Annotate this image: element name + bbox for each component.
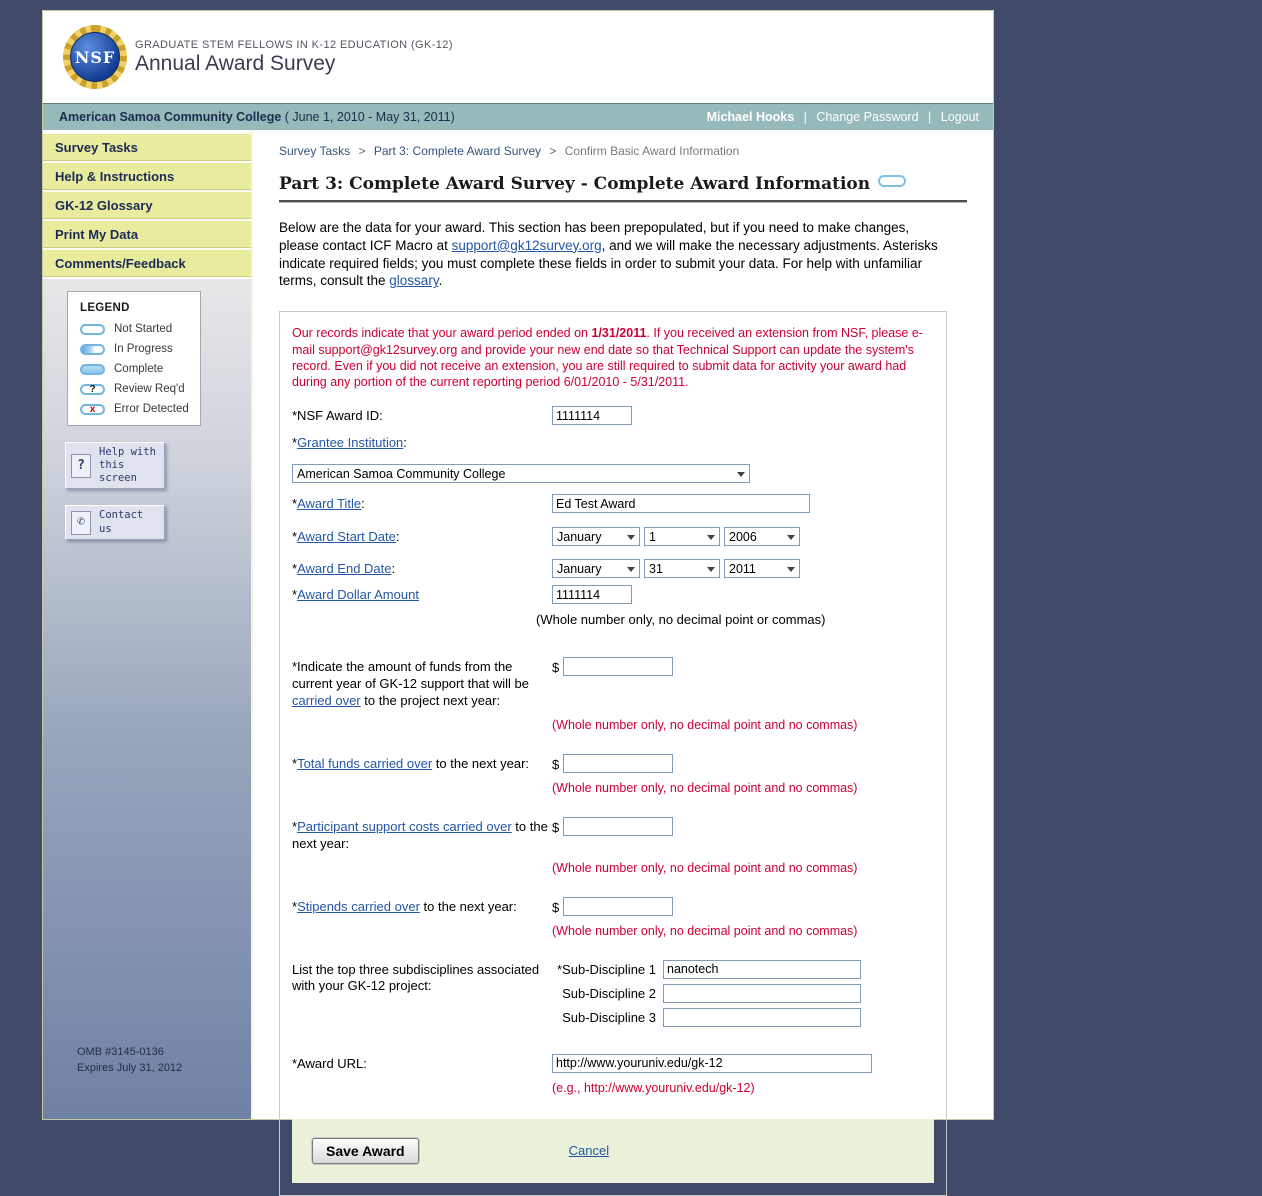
subdiscipline-3-label: Sub-Discipline 3 <box>562 1009 656 1025</box>
total-funds-carried-over-link[interactable]: Total funds carried over <box>297 755 433 771</box>
legend-item-not-started: Not Started <box>80 323 194 335</box>
carryover-current-hint: (Whole number only, no decimal point and no commas) <box>552 717 858 732</box>
award-end-date-highlight: 1/31/2011 <box>591 326 647 341</box>
grantee-institution-label: *Grantee Institution: <box>292 435 407 451</box>
participant-costs-input[interactable] <box>563 817 673 836</box>
subdiscipline-2-label: Sub-Discipline 2 <box>562 985 656 1001</box>
legend-item-error-detected: x Error Detected <box>80 403 194 415</box>
app-header <box>43 11 993 103</box>
subdisciplines-label: List the top three subdisciplines associated with your GK-12 project: <box>292 961 540 994</box>
breadcrumb-current: Confirm Basic Award Information <box>564 144 740 158</box>
currency-symbol: $ <box>552 899 560 915</box>
separator: | <box>803 110 807 124</box>
dropdown-arrow-icon <box>787 535 795 544</box>
help-button-label: Help with this screen <box>99 446 156 485</box>
dropdown-arrow-icon <box>627 567 635 576</box>
total-funds-input[interactable] <box>563 754 673 773</box>
start-month-select[interactable]: January <box>552 527 640 546</box>
reporting-period: ( June 1, 2010 - May 31, 2011) <box>284 110 455 124</box>
participant-costs-link[interactable]: Participant support costs carried over <box>297 818 512 834</box>
sidebar-item-print-my-data[interactable]: Print My Data <box>43 219 251 248</box>
award-url-hint: (e.g., http://www.youruniv.edu/gk-12) <box>552 1080 755 1095</box>
award-title-link[interactable]: Award Title <box>297 496 362 512</box>
breadcrumb <box>279 144 967 158</box>
sidebar-menu <box>43 130 251 277</box>
breadcrumb-separator: > <box>549 144 557 158</box>
subdiscipline-row <box>552 984 934 1003</box>
currency-symbol: $ <box>552 756 560 772</box>
currency-symbol: $ <box>552 819 560 835</box>
status-pill-complete-icon <box>80 364 105 375</box>
title-divider <box>279 200 967 203</box>
carryover-current-input[interactable] <box>563 657 673 676</box>
participant-costs-label: *Participant support costs carried over to the next year: <box>292 818 548 851</box>
dollar-amount-hint: (Whole number only, no decimal point or commas) <box>536 612 826 628</box>
award-url-label: *Award URL: <box>292 1055 367 1071</box>
omb-expiry: Expires July 31, 2012 <box>77 1062 183 1075</box>
currency-symbol: $ <box>552 660 560 676</box>
legend-item-review-reqd: ? Review Req'd <box>80 383 194 395</box>
page-title: Part 3: Complete Award Survey - Complete Award Information <box>279 174 871 194</box>
subdiscipline-row <box>552 1008 934 1027</box>
status-pill-review-icon: ? <box>80 384 105 395</box>
dropdown-arrow-icon <box>707 535 715 544</box>
stipends-hint: (Whole number only, no decimal point and no commas) <box>552 923 858 938</box>
page <box>42 10 994 1159</box>
subdiscipline-1-input[interactable] <box>663 960 861 979</box>
help-with-screen-button[interactable] <box>65 442 165 489</box>
award-title-input[interactable] <box>552 494 810 513</box>
main-content <box>253 130 993 1159</box>
omb-note <box>43 1045 251 1077</box>
nsf-logo-icon <box>63 25 127 89</box>
app-title: Annual Award Survey <box>135 51 336 75</box>
logout-link[interactable]: Logout <box>940 110 979 124</box>
dropdown-arrow-icon <box>787 567 795 576</box>
award-dollar-amount-input[interactable] <box>552 585 632 604</box>
status-pill-not-started-icon <box>878 175 906 187</box>
contact-us-button[interactable] <box>65 505 165 539</box>
cancel-link[interactable]: Cancel <box>568 1143 610 1159</box>
award-start-date-label: *Award Start Date: <box>292 529 400 545</box>
save-award-button[interactable]: Save Award <box>312 1138 419 1164</box>
grantee-institution-link[interactable]: Grantee Institution <box>297 435 404 451</box>
end-day-select[interactable]: 31 <box>644 559 720 578</box>
dropdown-arrow-icon <box>707 567 715 576</box>
award-form-box <box>279 311 947 1195</box>
breadcrumb-part3[interactable]: Part 3: Complete Award Survey <box>373 144 542 158</box>
award-end-date-link[interactable]: Award End Date <box>297 561 392 577</box>
dropdown-arrow-icon <box>627 535 635 544</box>
breadcrumb-survey-tasks[interactable]: Survey Tasks <box>279 144 351 158</box>
award-end-date-label: *Award End Date: <box>292 561 396 577</box>
sidebar <box>43 130 253 1119</box>
user-name: Michael Hooks <box>706 110 795 124</box>
award-url-input[interactable] <box>552 1054 872 1073</box>
institution-name: American Samoa Community College <box>59 110 282 124</box>
nsf-award-id-label: *NSF Award ID: <box>292 408 383 424</box>
status-pill-in-progress-icon <box>80 344 105 355</box>
sidebar-item-survey-tasks[interactable]: Survey Tasks <box>43 132 251 161</box>
breadcrumb-separator: > <box>358 144 366 158</box>
glossary-link[interactable]: glossary <box>389 273 439 289</box>
program-name: GRADUATE STEM FELLOWS IN K-12 EDUCATION (GK-12) <box>135 38 453 51</box>
legend-item-complete: Complete <box>80 363 194 375</box>
omb-number: OMB #3145-0136 <box>77 1046 164 1059</box>
phone-icon: ✆ <box>71 511 91 535</box>
subdiscipline-row <box>552 960 934 979</box>
total-funds-label: *Total funds carried over to the next year: <box>292 755 530 771</box>
end-month-select[interactable]: January <box>552 559 640 578</box>
user-bar <box>43 103 993 130</box>
separator: | <box>928 110 932 124</box>
contact-button-label: Contact us <box>99 509 144 535</box>
status-pill-error-icon: x <box>80 404 105 415</box>
carryover-current-label: *Indicate the amount of funds from the current year of GK-12 support that will be carried over to the project next year: <box>292 659 530 708</box>
stipends-label: *Stipends carried over to the next year: <box>292 898 517 914</box>
logo-text: NSF <box>74 47 116 67</box>
status-pill-not-started-icon <box>80 324 105 335</box>
support-email-link[interactable]: support@gk12survey.org <box>451 237 602 253</box>
subdiscipline-1-label: *Sub-Discipline 1 <box>557 961 656 977</box>
form-actions-bar <box>292 1119 934 1183</box>
nsf-award-id-input[interactable] <box>552 406 632 425</box>
question-icon: ? <box>71 454 91 478</box>
sidebar-item-help-instructions[interactable]: Help & Instructions <box>43 161 251 190</box>
dropdown-arrow-icon <box>737 472 745 481</box>
intro-paragraph: Below are the data for your award. This section has been prepopulated, but if you need to make changes, please contact ICF Macro at support@gk12survey.org, and we will make the necessary adjustments. Asterisks indicate required fields; you must complete these fields in order to submit your data. For help with unfamiliar terms, consult the glossary. <box>279 220 938 289</box>
change-password-link[interactable]: Change Password <box>816 110 919 124</box>
end-year-select[interactable]: 2011 <box>724 559 800 578</box>
stipends-input[interactable] <box>563 897 673 916</box>
legend-box <box>67 291 201 426</box>
award-start-date-link[interactable]: Award Start Date <box>297 529 396 545</box>
participant-costs-hint: (Whole number only, no decimal point and no commas) <box>552 860 858 875</box>
subdiscipline-2-input[interactable] <box>663 984 861 1003</box>
stipends-carried-over-link[interactable]: Stipends carried over <box>297 898 420 914</box>
start-day-select[interactable]: 1 <box>644 527 720 546</box>
subdiscipline-3-input[interactable] <box>663 1008 861 1027</box>
sidebar-item-glossary[interactable]: GK-12 Glossary <box>43 190 251 219</box>
award-title-label: *Award Title: <box>292 496 365 512</box>
sidebar-item-comments-feedback[interactable]: Comments/Feedback <box>43 248 251 277</box>
legend-item-in-progress: In Progress <box>80 343 194 355</box>
legend-title: LEGEND <box>80 302 130 314</box>
award-dollar-amount-link[interactable]: Award Dollar Amount <box>297 587 419 603</box>
award-dollar-amount-label: *Award Dollar Amount <box>292 587 419 603</box>
logo-globe <box>70 32 120 82</box>
grantee-institution-selected: American Samoa Community College <box>297 467 506 482</box>
start-year-select[interactable]: 2006 <box>724 527 800 546</box>
carried-over-link[interactable]: carried over <box>292 692 361 708</box>
total-funds-hint: (Whole number only, no decimal point and no commas) <box>552 780 858 795</box>
award-period-warning: Our records indicate that your award period ended on 1/31/2011. If you received an extension from NSF, please e-mail support@gk12survey.org and provide your new end date so that Technical Support can update the system's record. Even if you did not receive an extension, you are still required to submit data for activity your award had during any portion of the current reporting period 6/01/2010 - 5/31/2011. <box>292 326 923 389</box>
grantee-institution-select[interactable] <box>292 464 750 483</box>
